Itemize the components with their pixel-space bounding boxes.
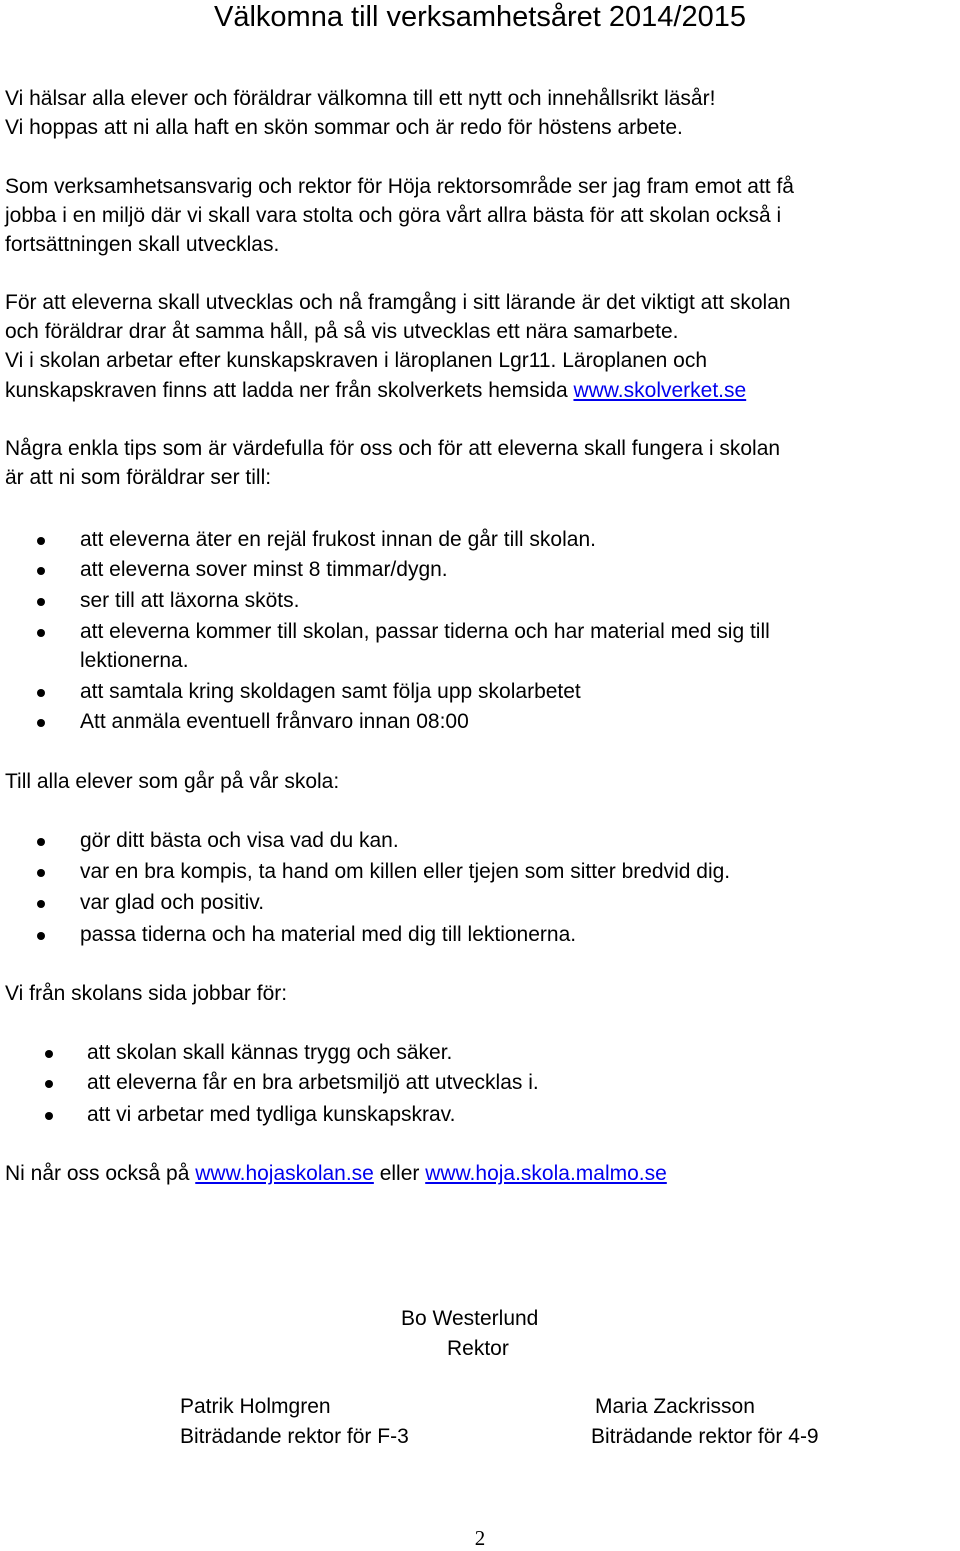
page-number: 2 (474, 1526, 486, 1550)
bullet-icon (37, 869, 45, 877)
bullet-icon (45, 1050, 53, 1058)
tips-item-5: att samtala kring skoldagen samt följa upp skolarbetet (80, 680, 581, 703)
school-item-3: att vi arbetar med tydliga kunskapskrav. (87, 1103, 456, 1126)
contact-middle: eller (373, 1162, 426, 1185)
bullet-icon (37, 537, 45, 545)
bullet-icon (37, 719, 45, 727)
bullet-icon (37, 900, 45, 908)
learning-paragraph-line-3: Vi i skolan arbetar efter kunskapskraven i läroplanen Lgr11. Läroplanen och (5, 349, 707, 372)
manager-paragraph-line-2: jobba i en miljö där vi skall vara stolta och göra vårt allra bästa för att skolan också i (5, 204, 782, 227)
tips-item-1: att eleverna äter en rejäl frukost innan de går till skolan. (80, 528, 596, 551)
tips-item-3: ser till att läxorna sköts. (80, 589, 300, 612)
bullet-icon (45, 1112, 53, 1120)
school-item-1: att skolan skall kännas trygg och säker. (87, 1041, 453, 1064)
students-heading: Till alla elever som går på vår skola: (5, 770, 340, 793)
learning-paragraph-line-1: För att eleverna skall utvecklas och nå framgång i sitt lärande är det viktigt att skolan (5, 291, 791, 314)
students-item-4: passa tiderna och ha material med dig till lektionerna. (80, 923, 577, 946)
bullet-icon (37, 838, 45, 846)
learning-paragraph-line-4-text: kunskapskraven finns att ladda ner från skolverkets hemsida (5, 379, 574, 402)
tips-item-2: att eleverna sover minst 8 timmar/dygn. (80, 558, 448, 581)
bullet-icon (37, 932, 45, 940)
intro-line-2: Vi hoppas att ni alla haft en skön sommar och är redo för höstens arbete. (5, 116, 683, 139)
tips-intro-line-2: är att ni som föräldrar ser till: (5, 466, 272, 489)
students-item-2: var en bra kompis, ta hand om killen eller tjejen som sitter bredvid dig. (80, 860, 731, 883)
school-heading: Vi från skolans sida jobbar för: (5, 982, 288, 1005)
tips-item-4-continued: lektionerna. (80, 649, 189, 672)
contact-line (5, 1159, 667, 1189)
deputy-2-role: Biträdande rektor för 4-9 (591, 1425, 819, 1448)
tips-intro-line-1: Några enkla tips som är värdefulla för oss och för att eleverna skall fungera i skolan (5, 437, 781, 460)
bullet-icon (37, 629, 45, 637)
students-item-1: gör ditt bästa och visa vad du kan. (80, 829, 399, 852)
learning-paragraph-line-4 (5, 376, 746, 406)
tips-item-6: Att anmäla eventuell frånvaro innan 08:00 (80, 710, 469, 733)
deputy-1-role: Biträdande rektor för F-3 (180, 1425, 409, 1448)
learning-paragraph-line-2: och föräldrar drar åt samma håll, på så vis utvecklas ett nära samarbete. (5, 320, 679, 343)
bullet-icon (37, 567, 45, 575)
deputy-2-name: Maria Zackrisson (595, 1395, 755, 1418)
bullet-icon (45, 1080, 53, 1088)
bullet-icon (37, 689, 45, 697)
hoja-skola-malmo-link[interactable]: www.hoja.skola.malmo.se (425, 1162, 667, 1185)
manager-paragraph-line-3: fortsättningen skall utvecklas. (5, 233, 280, 256)
students-item-3: var glad och positiv. (80, 891, 265, 914)
principal-role: Rektor (447, 1337, 509, 1360)
principal-name: Bo Westerlund (401, 1307, 539, 1330)
bullet-icon (37, 598, 45, 606)
tips-item-4: att eleverna kommer till skolan, passar tiderna och har material med sig till (80, 620, 770, 643)
page-title: Välkomna till verksamhetsåret 2014/2015 (214, 1, 746, 33)
manager-paragraph-line-1: Som verksamhetsansvarig och rektor för Höja rektorsområde ser jag fram emot att få (5, 175, 794, 198)
deputy-1-name: Patrik Holmgren (180, 1395, 331, 1418)
contact-prefix: Ni når oss också på (5, 1162, 196, 1185)
hojaskolan-link[interactable]: www.hojaskolan.se (195, 1162, 374, 1185)
intro-line-1: Vi hälsar alla elever och föräldrar välkomna till ett nytt och innehållsrikt läsår! (5, 87, 716, 110)
skolverket-link[interactable]: www.skolverket.se (573, 379, 747, 402)
school-item-2: att eleverna får en bra arbetsmiljö att utvecklas i. (87, 1071, 539, 1094)
